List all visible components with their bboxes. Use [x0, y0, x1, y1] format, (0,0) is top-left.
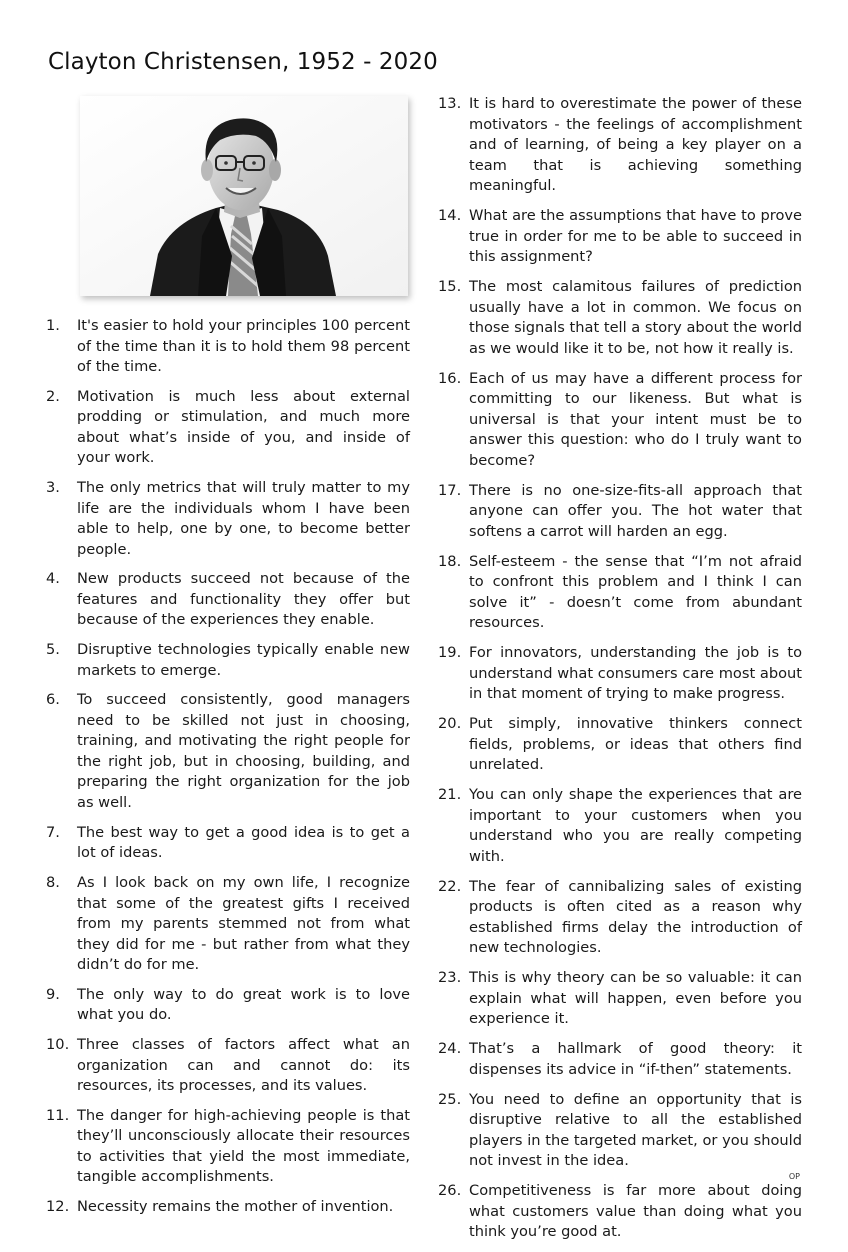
quote-list-right	[438, 94, 802, 1252]
quote-number: 17.	[438, 481, 462, 499]
quote-text: The most calamitous failures of prediction usually have a lot in common. We focus on those signals that tell a story about the world as we would like it to be, not how it really is.	[469, 278, 802, 357]
quote-text: The only way to do great work is to love what you do.	[77, 985, 410, 1024]
quote-number: 8.	[46, 874, 60, 892]
quote-list-left	[46, 316, 410, 1227]
quote-text: Put simply, innovative thinkers connect fields, problems, or ideas that others find unrelated.	[469, 715, 802, 773]
quote-text: Self-esteem - the sense that “I’m not afraid to confront this problem and I think I can solve it” - doesn’t come from abundant resources.	[469, 552, 802, 631]
quote-item	[46, 690, 410, 813]
quote-text: The fear of cannibalizing sales of existing products is often cited as a reason why established firms delay the introduction of new technologies.	[469, 877, 802, 956]
quote-item	[46, 640, 410, 681]
quote-item	[46, 316, 410, 378]
quote-text: The danger for high-achieving people is that they’ll unconsciously allocate their resources to activities that yield the most immediate, tangible accomplishments.	[77, 1106, 410, 1186]
quote-text: You need to define an opportunity that is disruptive relative to all the established players in the targeted market, or you should not invest in the idea.	[469, 1090, 802, 1169]
quote-text: New products succeed not because of the features and functionality they offer but because of the experiences they enable.	[77, 570, 410, 629]
quote-item	[46, 1106, 410, 1188]
quote-item	[438, 277, 802, 359]
portrait-illustration	[80, 96, 408, 296]
quote-text: For innovators, understanding the job is to understand what consumers care most about in that moment of trying to make progress.	[469, 644, 802, 702]
quote-number: 16.	[438, 369, 462, 387]
quote-item	[46, 823, 410, 864]
quote-number: 19.	[438, 644, 462, 661]
quote-text: It is hard to overestimate the power of these motivators - the feelings of accomplishment and of learning, of being a key player on a team that is achieving something meaningful.	[469, 95, 802, 194]
quote-item	[46, 387, 410, 469]
quote-text: The best way to get a good idea is to get a lot of ideas.	[77, 823, 410, 862]
quote-number: 3.	[46, 479, 60, 497]
quote-item	[46, 1197, 410, 1218]
quote-item	[438, 1090, 802, 1172]
quote-text: Disruptive technologies typically enable new markets to emerge.	[77, 641, 410, 679]
quote-text: To succeed consistently, good managers need to be skilled not just in choosing, training, and motivating the right people for the right job, but in choosing, building, and preparing the right organization for the job as well.	[77, 691, 410, 811]
quote-item	[46, 873, 410, 976]
quote-number: 21.	[438, 786, 462, 803]
quote-item	[438, 94, 802, 197]
quote-text: You can only shape the experiences that are important to your customers when you understand who you are really competing with.	[469, 786, 802, 865]
quote-item	[438, 643, 802, 705]
portrait-photo	[80, 96, 408, 296]
quote-number: 18.	[438, 552, 462, 570]
quote-number: 24.	[438, 1040, 462, 1057]
quote-item	[46, 985, 410, 1026]
quote-text: It's easier to hold your principles 100 percent of the time than it is to hold them 98 percent of the time.	[77, 317, 410, 375]
quote-number: 26.	[438, 1182, 462, 1199]
quote-text: Each of us may have a different process for committing to our likeness. But what is universal is that your intent must be to answer this question: who do I truly want to become?	[469, 369, 802, 469]
quote-item	[46, 1035, 410, 1097]
quote-text: Competitiveness is far more about doing what customers value than doing what you think you’re good at.	[469, 1182, 802, 1240]
quote-item	[438, 785, 802, 867]
quote-text: Necessity remains the mother of invention.	[77, 1198, 394, 1216]
quote-item	[438, 1039, 802, 1080]
quote-item	[438, 714, 802, 776]
quote-item	[46, 569, 410, 631]
quote-number: 15.	[438, 278, 462, 295]
quote-item	[438, 481, 802, 543]
quote-number: 25.	[438, 1090, 462, 1108]
quote-text: What are the assumptions that have to prove true in order for me to be able to succeed in this assignment?	[469, 207, 802, 265]
quote-item	[438, 968, 802, 1030]
quote-text: The only metrics that will truly matter to my life are the individuals whom I have been able to help, one by one, to become better people.	[77, 479, 410, 558]
quote-number: 11.	[46, 1106, 70, 1124]
quote-item	[438, 206, 802, 268]
quote-item	[46, 478, 410, 560]
quote-number: 13.	[438, 95, 462, 112]
quote-number: 2.	[46, 387, 60, 405]
quote-number: 12.	[46, 1198, 70, 1216]
quote-number: 14.	[438, 207, 462, 224]
quote-text: Motivation is much less about external prodding or stimulation, and much more about what’s inside of you, and inside of your work.	[77, 387, 410, 467]
quote-text: Three classes of factors affect what an organization can and cannot do: its resources, its processes, and its values.	[77, 1036, 410, 1095]
quote-number: 6.	[46, 691, 60, 709]
quote-number: 5.	[46, 641, 60, 659]
quote-item	[438, 1181, 802, 1243]
quote-number: 22.	[438, 877, 462, 895]
quote-item	[438, 877, 802, 959]
quote-number: 1.	[46, 317, 60, 334]
quote-number: 10.	[46, 1036, 70, 1054]
quote-text: As I look back on my own life, I recognize that some of the greatest gifts I received from my parents stemmed not from what they did for me - but rather from what they didn’t do for me.	[77, 874, 410, 974]
quote-number: 7.	[46, 823, 60, 841]
quote-text: That’s a hallmark of good theory: it dispenses its advice in “if-then” statements.	[469, 1040, 802, 1078]
quote-number: 20.	[438, 715, 462, 732]
quote-number: 9.	[46, 985, 60, 1003]
quote-text: This is why theory can be so valuable: it can explain what will happen, even before you experience it.	[469, 969, 802, 1027]
quote-item	[438, 552, 802, 634]
footer-mark: OP	[788, 1172, 800, 1181]
quote-text: There is no one-size-fits-all approach that anyone can offer you. The hot water that softens a carrot will harden an egg.	[469, 481, 802, 540]
quote-number: 23.	[438, 969, 462, 986]
quote-number: 4.	[46, 570, 60, 588]
page-title: Clayton Christensen, 1952 - 2020	[48, 49, 438, 76]
quote-item	[438, 369, 802, 472]
